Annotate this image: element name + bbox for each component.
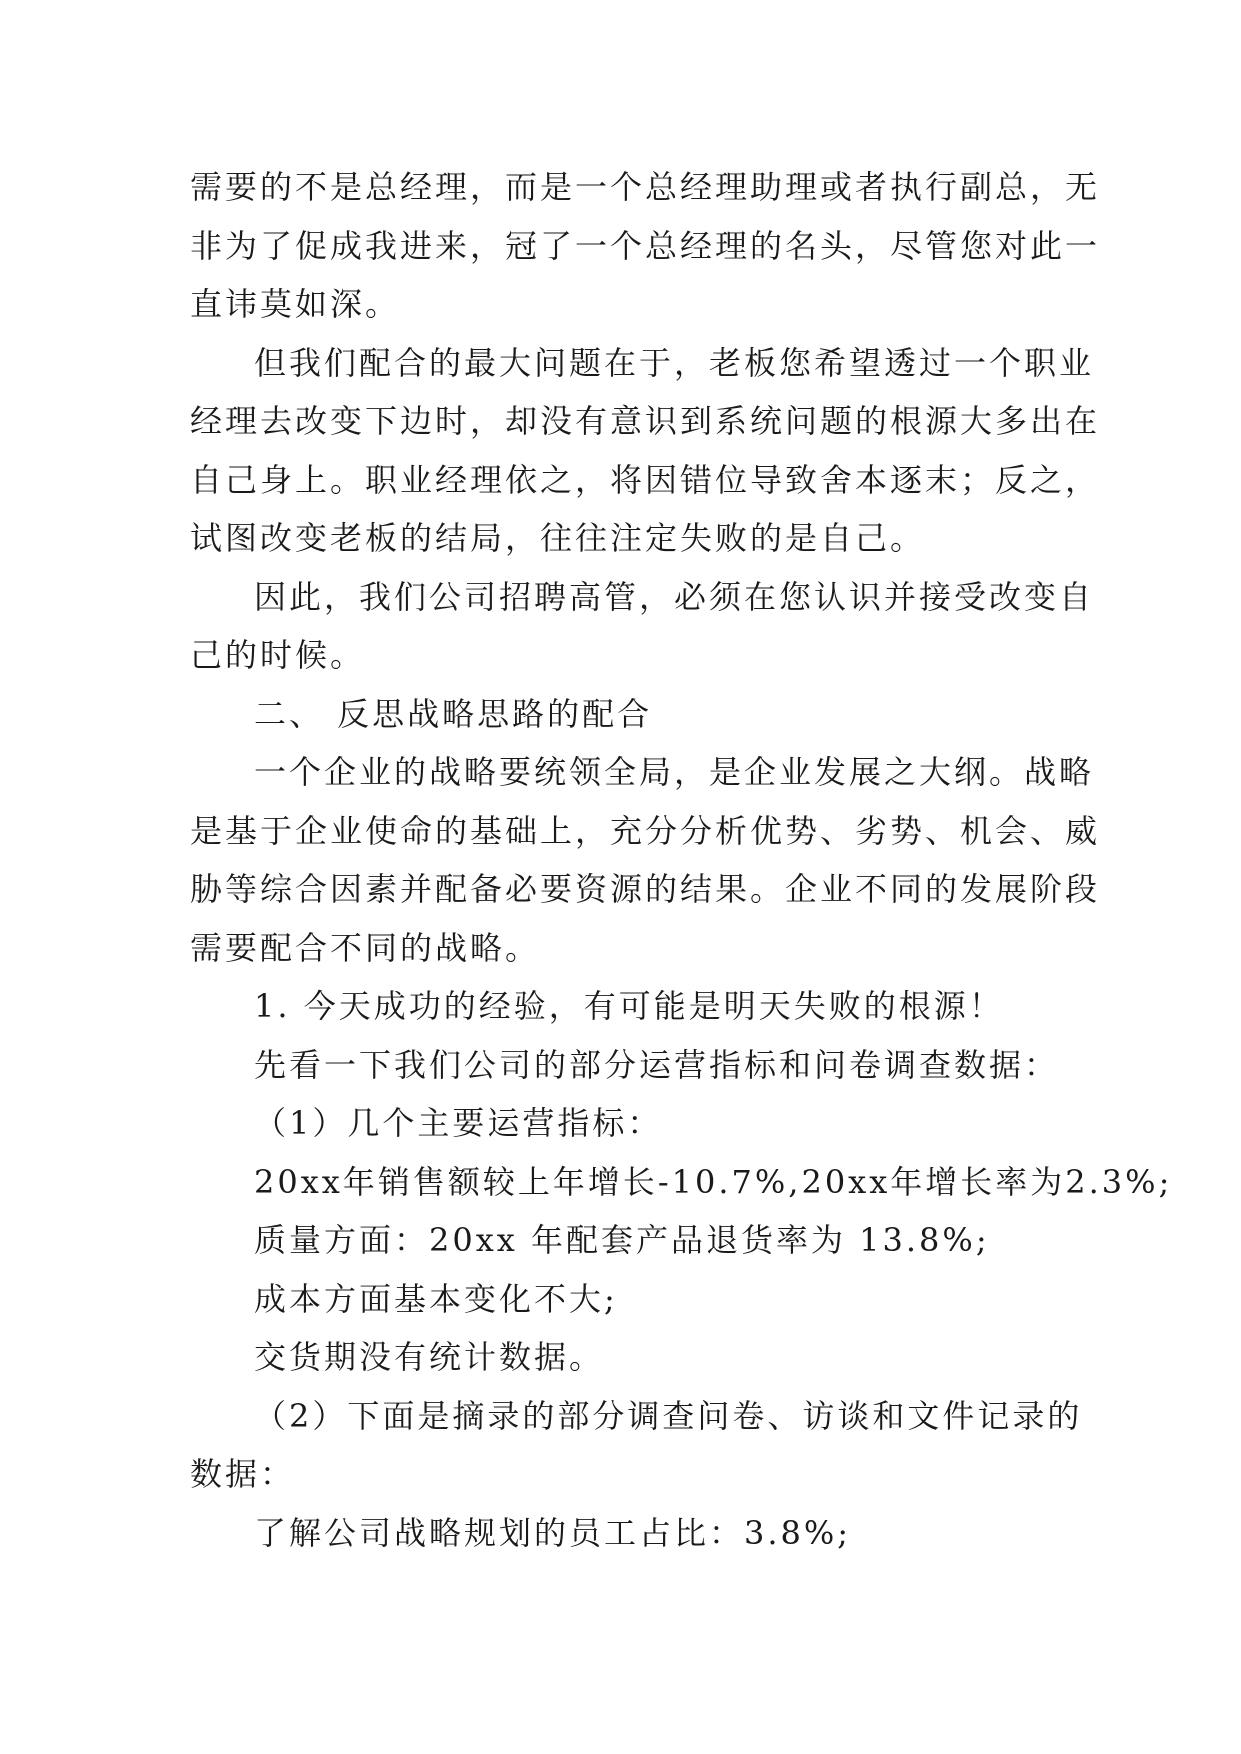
- text-line: 一个企业的战略要统领全局，是企业发展之大纲。战略: [254, 753, 1095, 791]
- text-line: 经理去改变下边时，却没有意识到系统问题的根源大多出在: [190, 402, 1101, 440]
- text-line: 非为了促成我进来，冠了一个总经理的名头，尽管您对此一: [190, 226, 1101, 265]
- text-line: 己的时候。: [190, 636, 366, 674]
- sub-heading: （2）下面是摘录的部分调查问卷、访谈和文件记录的: [254, 1396, 1083, 1435]
- text-line: 是基于企业使命的基础上，充分分析优势、劣势、机会、威: [190, 811, 1101, 850]
- text-line: 自己身上。职业经理依之，将因错位导致舍本逐末；反之，: [190, 460, 1101, 499]
- text-line: 胁等综合因素并配备必要资源的结果。企业不同的发展阶段: [190, 870, 1101, 908]
- sub-heading: （1）几个主要运营指标：: [254, 1104, 663, 1142]
- section-heading: 二、 反思战略思路的配合: [254, 694, 653, 733]
- text-line: 需要的不是总经理，而是一个总经理助理或者执行副总，无: [190, 168, 1101, 206]
- text-line: 试图改变老板的结局，往往注定失败的是自己。: [190, 519, 926, 557]
- text-line: 需要配合不同的战略。: [190, 928, 541, 967]
- numbered-heading: 1. 今天成功的经验，有可能是明天失败的根源！: [254, 987, 1004, 1025]
- text-line: 但我们配合的最大问题在于，老板您希望透过一个职业: [254, 343, 1095, 382]
- text-line: 了解公司战略规划的员工占比：3.8%;: [254, 1513, 852, 1552]
- text-line: 先看一下我们公司的部分运营指标和问卷调查数据：: [254, 1045, 1060, 1084]
- text-line: 直讳莫如深。: [190, 285, 401, 323]
- text-line: 成本方面基本变化不大;: [254, 1279, 618, 1318]
- text-line: 交货期没有统计数据。: [254, 1338, 605, 1376]
- document-body: [190, 158, 1173, 1562]
- text-line: 质量方面：20xx 年配套产品退货率为 13.8%;: [254, 1221, 990, 1259]
- text-line: 因此，我们公司招聘高管，必须在您认识并接受改变自: [254, 577, 1095, 616]
- text-line: 数据：: [190, 1455, 296, 1493]
- text-line: 20xx年销售额较上年增长-10.7%,20xx年增长率为2.3%;: [254, 1162, 1173, 1201]
